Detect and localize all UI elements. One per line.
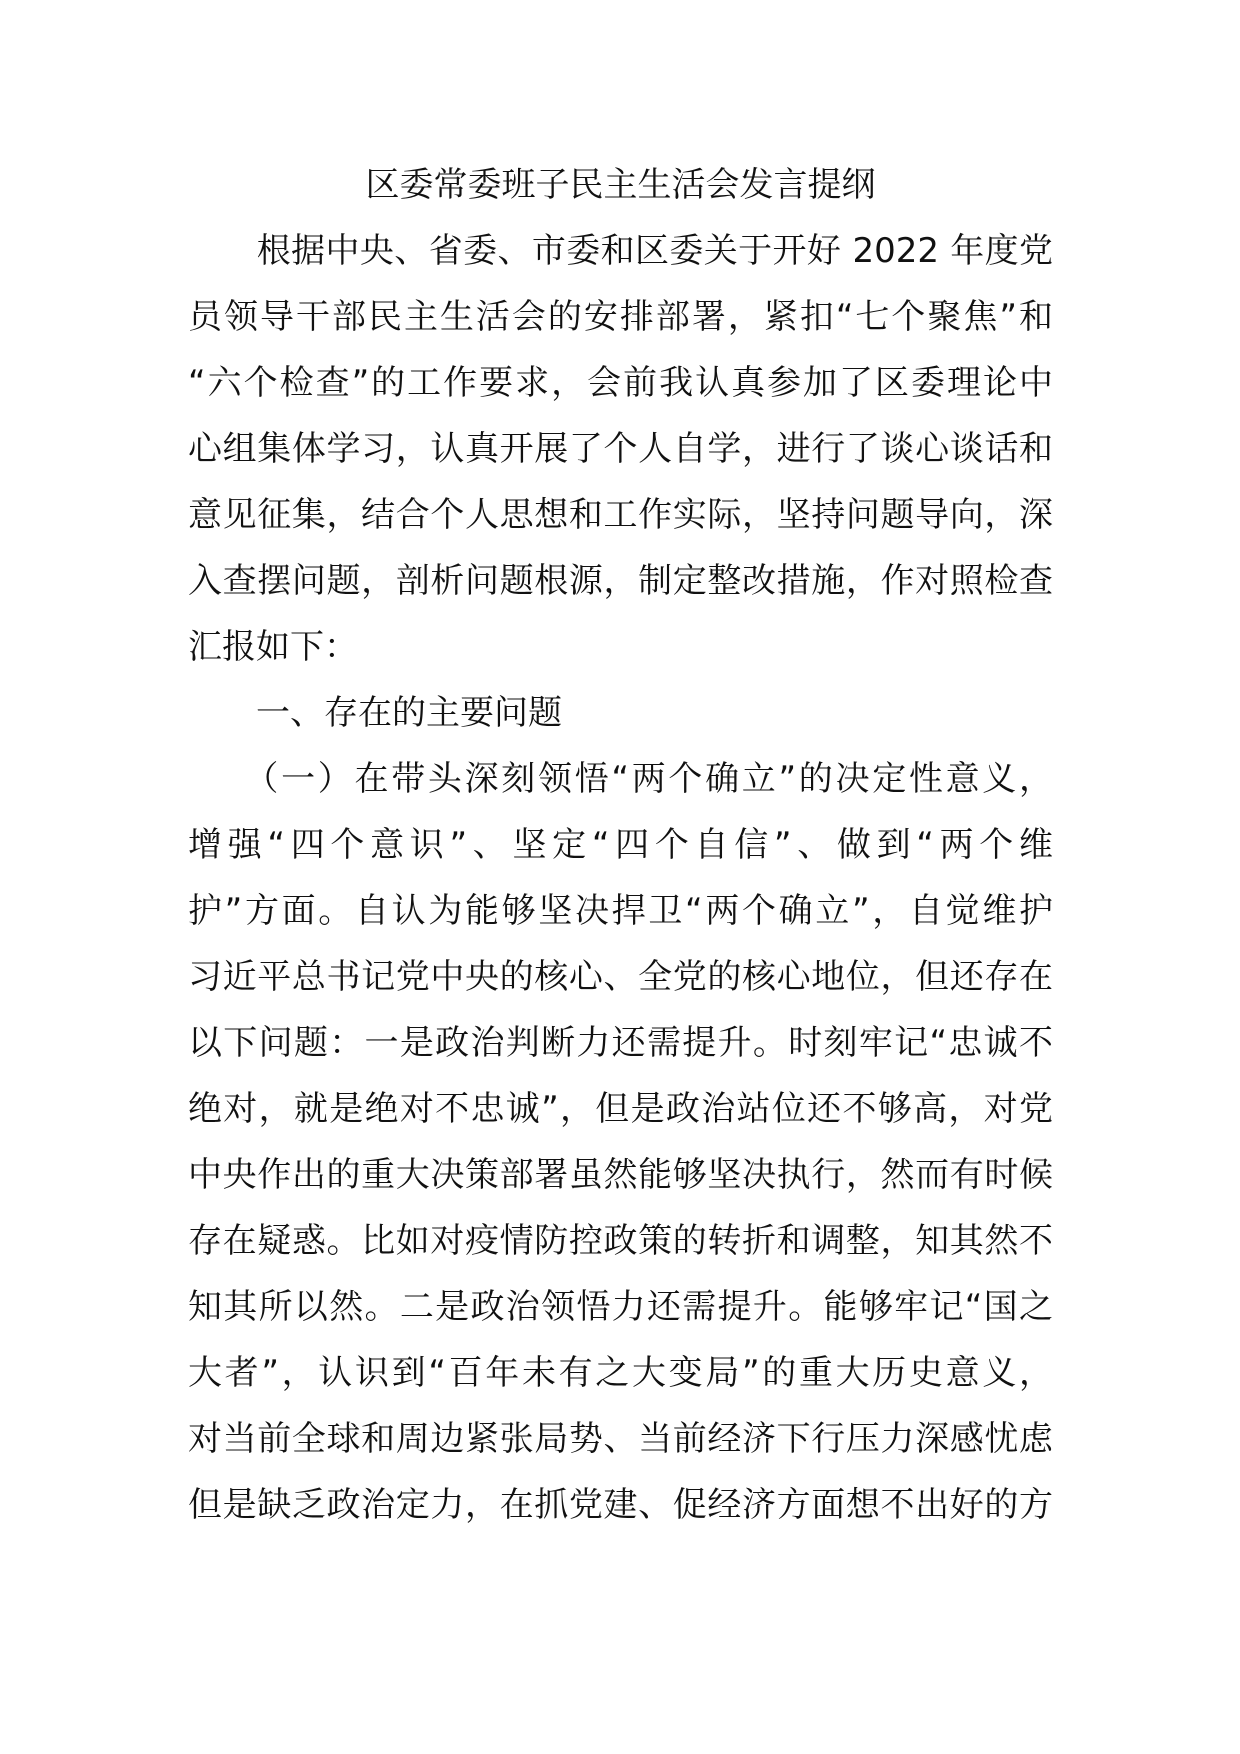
body-line: 大者”，认识到“百年未有之大变局”的重大历史意义， (188, 1353, 1053, 1393)
body-line: 心组集体学习，认真开展了个人自学，进行了谈心谈话和 (188, 429, 1053, 469)
body-line: 习近平总书记党中央的核心、全党的核心地位，但还存在 (188, 957, 1053, 997)
body-line: 中央作出的重大决策部署虽然能够坚决执行，然而有时候 (188, 1155, 1053, 1195)
body-line: 意见征集，结合个人思想和工作实际，坚持问题导向，深 (188, 495, 1053, 535)
body-line: 汇报如下： (188, 627, 358, 667)
body-line: “六个检查”的工作要求，会前我认真参加了区委理论中 (188, 363, 1053, 403)
section-heading: 一、存在的主要问题 (188, 693, 562, 733)
body-line: 入查摆问题，剖析问题根源，制定整改措施，作对照检查 (188, 561, 1053, 601)
body-line: 护”方面。自认为能够坚决捍卫“两个确立”，自觉维护 (188, 891, 1053, 931)
body-line: 员领导干部民主生活会的安排部署，紧扣“七个聚焦”和 (188, 297, 1053, 337)
body-line: 对当前全球和周边紧张局势、当前经济下行压力深感忧虑 (188, 1419, 1053, 1459)
body-line: 增强“四个意识”、坚定“四个自信”、做到“两个维 (188, 825, 1053, 865)
body-line: 以下问题：一是政治判断力还需提升。时刻牢记“忠诚不 (188, 1023, 1053, 1063)
body-line: 绝对，就是绝对不忠诚”，但是政治站位还不够高，对党 (188, 1089, 1053, 1129)
body-line: 根据中央、省委、市委和区委关于开好 2022 年度党 (188, 231, 1053, 271)
body-line: 存在疑惑。比如对疫情防控政策的转折和调整，知其然不 (188, 1221, 1053, 1261)
document-body (188, 218, 1053, 1538)
body-line: 知其所以然。二是政治领悟力还需提升。能够牢记“国之 (188, 1287, 1053, 1327)
subsection-heading-line: （一）在带头深刻领悟“两个确立”的决定性意义， (188, 759, 1053, 799)
body-line: 但是缺乏政治定力，在抓党建、促经济方面想不出好的方 (188, 1485, 1053, 1525)
document-title: 区委常委班子民主生活会发言提纲 (365, 165, 876, 205)
